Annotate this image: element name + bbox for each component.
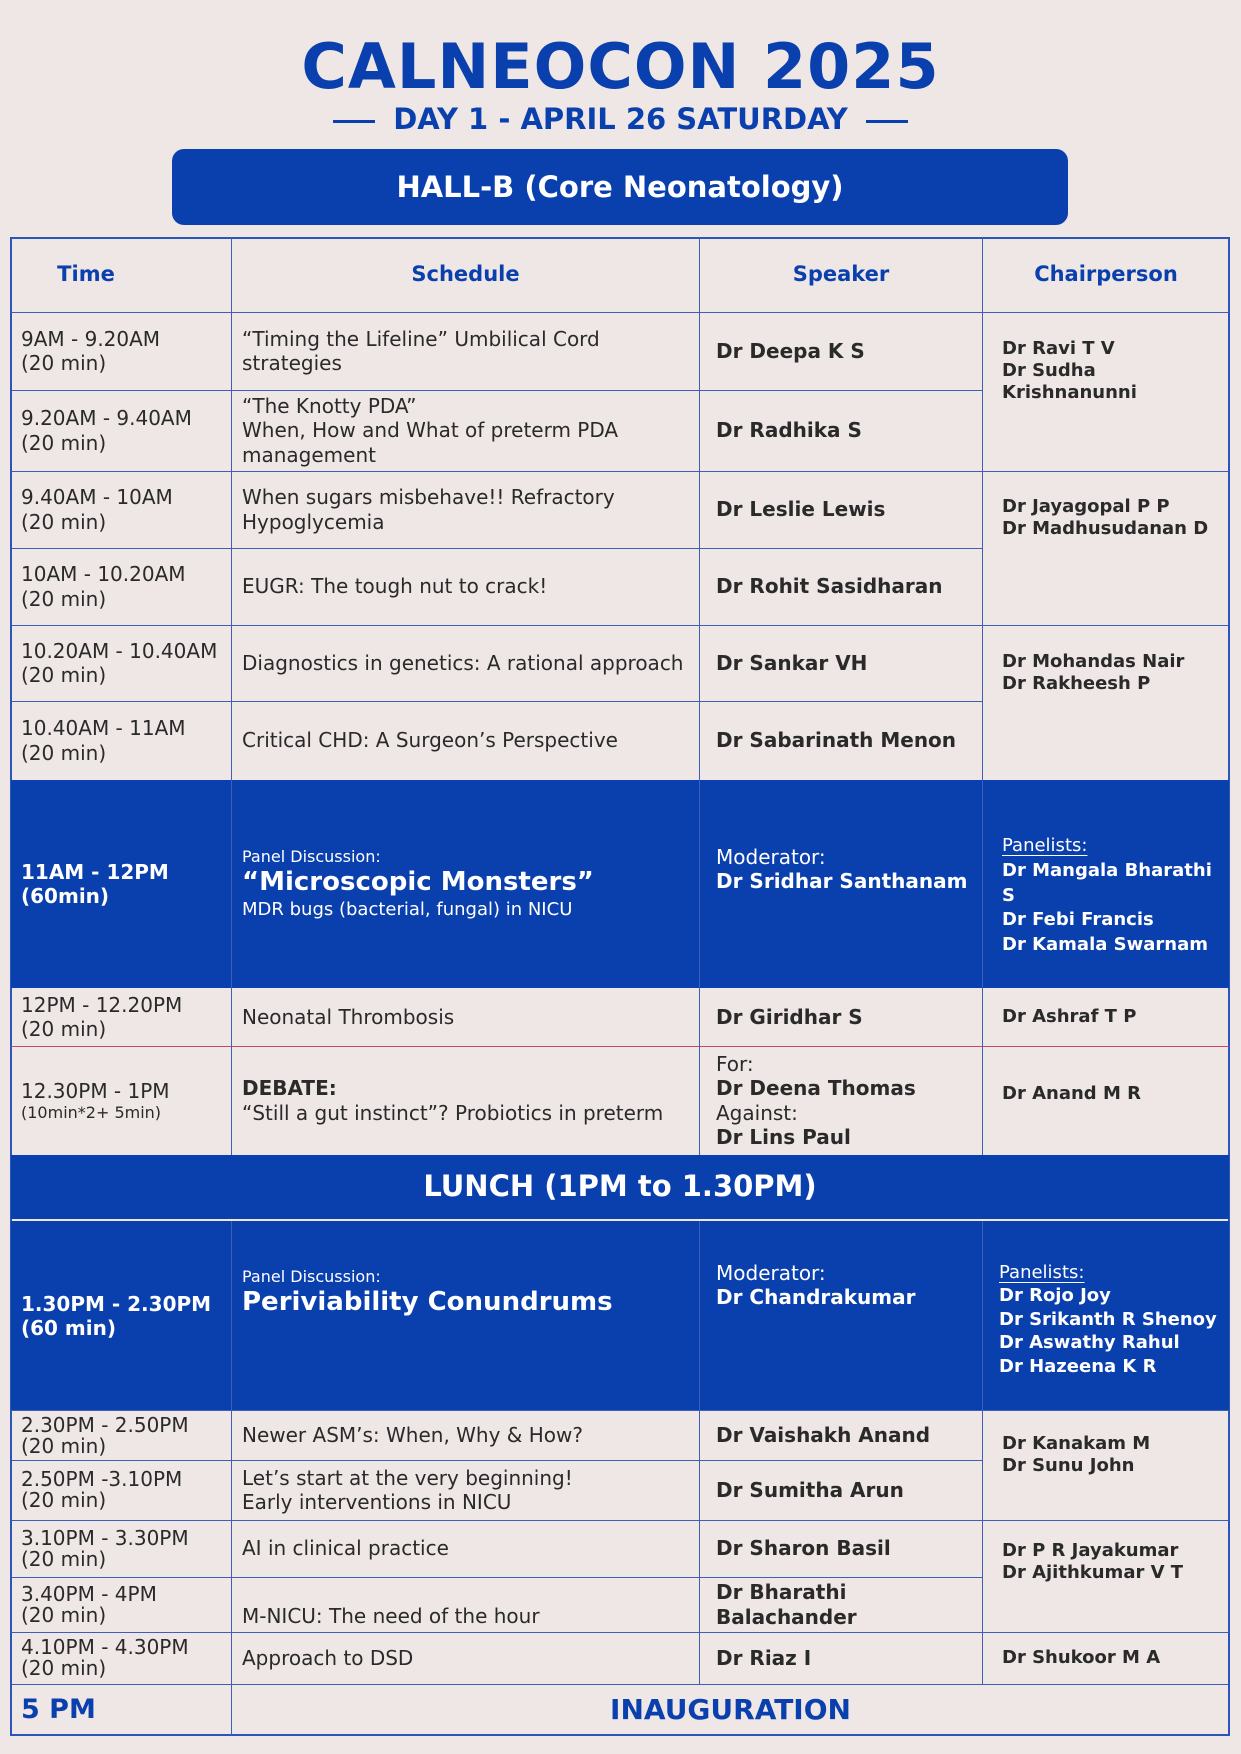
- duration-label: (20 min): [21, 430, 107, 455]
- session-speaker: Dr Sharon Basil: [716, 1536, 891, 1561]
- duration-label: (20 min): [21, 351, 107, 375]
- session-topic: When sugars misbehave!! Refractory Hypoglycemia: [242, 485, 615, 534]
- moderator-name: Dr Sridhar Santhanam: [716, 869, 968, 894]
- page-subtitle: [0, 102, 1241, 136]
- duration-label: (20 min): [21, 1656, 107, 1680]
- duration-label: (20 min): [21, 586, 107, 611]
- grid-line: [699, 238, 700, 1155]
- session-speaker: Dr Sumitha Arun: [716, 1477, 904, 1502]
- panel-title: “Microscopic Monsters”: [242, 866, 594, 897]
- time-label: 9AM - 9.20AM: [21, 326, 161, 351]
- chairperson-single: [992, 988, 1229, 1046]
- panelist-name: Dr Rojo Joy: [999, 1285, 1111, 1307]
- page-title: CALNEOCON 2025: [301, 30, 940, 103]
- panel-topic: [232, 1221, 699, 1411]
- chairperson-name: Dr Anand M R: [1002, 1082, 1141, 1104]
- session-time: [11, 701, 231, 780]
- topic-title: “The Knotty PDA”: [242, 393, 417, 418]
- session-time: [11, 1046, 231, 1155]
- duration-label: (20 min): [21, 1488, 107, 1512]
- session-speaker: Dr Deepa K S: [716, 338, 865, 363]
- session-time: [11, 548, 231, 625]
- session-speaker: Dr Sabarinath Menon: [716, 728, 957, 753]
- session-speaker: Dr Rohit Sasidharan: [716, 574, 943, 599]
- panelist-name: Dr Kamala Swarnam: [1002, 934, 1208, 956]
- chairpersons-3: [992, 625, 1229, 780]
- time-label: 9.20AM - 9.40AM: [21, 406, 192, 431]
- session-speaker: Dr Riaz I: [716, 1645, 812, 1670]
- session-time: [11, 471, 231, 548]
- panelists-label: Panelists:: [1002, 835, 1088, 856]
- col-header-chairperson: Chairperson: [1034, 262, 1178, 287]
- session-speaker: Dr Sankar VH: [716, 650, 868, 675]
- session-time: [11, 390, 231, 471]
- time-label: 2.50PM -3.10PM: [21, 1467, 183, 1491]
- time-label: 12PM - 12.20PM: [21, 992, 183, 1017]
- session-topic: Diagnostics in genetics: A rational approach: [242, 650, 684, 675]
- lunch-break: LUNCH (1PM to 1.30PM): [423, 1169, 817, 1204]
- panelist-name: Dr Aswathy Rahul: [999, 1332, 1180, 1354]
- chairperson-name: Dr Kanakam M: [1002, 1433, 1151, 1454]
- session-time: [11, 1460, 231, 1520]
- session-speaker: Dr Leslie Lewis: [716, 497, 886, 522]
- chairperson-name: Dr Sunu John: [1002, 1454, 1135, 1476]
- panel-panelists: [992, 780, 1229, 988]
- chairperson-name: Dr Rakheesh P: [1002, 672, 1151, 694]
- grid-line: [982, 1221, 983, 1684]
- debate-topic: [232, 1046, 699, 1155]
- panel-label: Panel Discussion:: [242, 847, 381, 867]
- time-label: 1.30PM - 2.30PM: [21, 1291, 212, 1316]
- col-header-schedule: Schedule: [411, 262, 520, 287]
- chairperson-name: Dr Mohandas Nair: [1002, 651, 1185, 672]
- session-time: [11, 312, 231, 390]
- duration-label: (60min): [21, 884, 110, 908]
- duration-label: (60 min): [21, 1316, 117, 1340]
- footer-time: 5 PM: [21, 1693, 96, 1725]
- session-speaker: Dr Vaishakh Anand: [716, 1423, 931, 1448]
- panel-topic: [232, 780, 699, 988]
- session-time: [11, 625, 231, 701]
- session-time: [11, 1411, 231, 1460]
- moderator-label: Moderator:: [716, 1261, 826, 1285]
- chairperson-single: [992, 1632, 1229, 1684]
- session-topic: Newer ASM’s: When, Why & How?: [242, 1423, 584, 1448]
- chairperson-name: Dr Jayagopal P P: [1002, 496, 1170, 517]
- session-time: [11, 1520, 231, 1577]
- debate-speakers: [706, 1046, 982, 1155]
- time-label: 4.10PM - 4.30PM: [21, 1635, 189, 1659]
- panel-time: [11, 780, 231, 988]
- col-header-time: Time: [57, 262, 115, 287]
- time-label: 11AM - 12PM: [21, 859, 169, 884]
- session-speaker: Dr Giridhar S: [716, 1004, 863, 1029]
- session-speaker: Dr Radhika S: [716, 418, 862, 443]
- panel-panelists: [989, 1221, 1229, 1411]
- time-label: 2.30PM - 2.50PM: [21, 1412, 189, 1437]
- chairpersons-1: [992, 312, 1229, 471]
- time-label: 3.40PM - 4PM: [21, 1581, 157, 1606]
- time-label: 9.40AM - 10AM: [21, 485, 173, 510]
- chairpersons-2: [992, 471, 1229, 625]
- session-topic: [232, 1460, 699, 1520]
- chairpersons-5: [992, 1520, 1229, 1632]
- duration-label: (20 min): [21, 1433, 107, 1458]
- chairperson-name: Dr Ashraf T P: [1002, 1006, 1137, 1028]
- topic-title: Let’s start at the very beginning!: [242, 1465, 573, 1490]
- against-label: Against:: [716, 1100, 798, 1125]
- chairperson-name: Dr Madhusudanan D: [1002, 517, 1209, 539]
- time-label: 12.30PM - 1PM: [21, 1078, 170, 1103]
- chairperson-single: [992, 1046, 1229, 1141]
- panel-subtitle: MDR bugs (bacterial, fungal) in NICU: [242, 898, 573, 920]
- chairperson-name: Dr Shukoor M A: [1002, 1647, 1161, 1669]
- duration-label: (20 min): [21, 1602, 107, 1627]
- divider: [333, 120, 375, 123]
- duration-label: (20 min): [21, 1017, 107, 1041]
- speaker-against: Dr Lins Paul: [716, 1124, 851, 1149]
- col-header-speaker: Speaker: [792, 262, 890, 287]
- moderator-name: Dr Chandrakumar: [716, 1285, 916, 1310]
- duration-label: (20 min): [21, 740, 107, 765]
- time-label: 10.20AM - 10.40AM: [21, 638, 218, 663]
- panel-moderator: [706, 780, 982, 988]
- duration-label: (20 min): [21, 509, 107, 534]
- session-topic: Approach to DSD: [242, 1645, 414, 1670]
- session-topic: Critical CHD: A Surgeon’s Perspective: [242, 728, 618, 753]
- debate-title: “Still a gut instinct”? Probiotics in preterm: [242, 1100, 664, 1125]
- time-label: 3.10PM - 3.30PM: [21, 1525, 189, 1550]
- time-label: 10.40AM - 11AM: [21, 716, 186, 741]
- session-topic: M-NICU: The need of the hour: [242, 1603, 540, 1628]
- for-label: For:: [716, 1051, 754, 1076]
- session-speaker: Dr Bharathi Balachander: [716, 1580, 857, 1629]
- hall-banner: HALL-B (Core Neonatology): [172, 149, 1068, 225]
- topic-subtitle: When, How and What of preterm PDA management: [242, 418, 619, 467]
- session-topic: “Timing the Lifeline” Umbilical Cord strategies: [242, 326, 600, 375]
- day-label: DAY 1 - APRIL 26 SATURDAY: [393, 102, 848, 136]
- panelist-name: Dr Hazeena K R: [999, 1355, 1157, 1377]
- duration-label: (20 min): [21, 1546, 107, 1571]
- session-time: [11, 1632, 231, 1684]
- session-topic: EUGR: The tough nut to crack!: [242, 574, 548, 599]
- time-label: 10AM - 10.20AM: [21, 562, 186, 587]
- chairpersons-4: [992, 1411, 1229, 1520]
- debate-label: DEBATE:: [242, 1076, 337, 1101]
- speaker-for: Dr Deena Thomas: [716, 1076, 916, 1101]
- panelist-name: Dr Mangala Bharathi S: [1002, 859, 1212, 906]
- session-topic: Neonatal Thrombosis: [242, 1004, 455, 1029]
- chairperson-name: Dr Ajithkumar V T: [1002, 1561, 1184, 1583]
- chairperson-name: Dr P R Jayakumar: [1002, 1540, 1179, 1561]
- panel-moderator: [706, 1221, 982, 1411]
- topic-subtitle: Early interventions in NICU: [242, 1490, 512, 1514]
- duration-label: (10min*2+ 5min): [21, 1102, 162, 1122]
- panel-time: [11, 1221, 231, 1411]
- footer-event: INAUGURATION: [610, 1692, 851, 1726]
- chairperson-name: Dr Ravi T V: [1002, 338, 1115, 359]
- panelists-label: Panelists:: [999, 1262, 1085, 1283]
- session-topic: [232, 390, 699, 471]
- divider: [866, 120, 908, 123]
- session-time: [11, 1577, 231, 1632]
- moderator-label: Moderator:: [716, 845, 826, 869]
- chairperson-name: Dr Sudha Krishnanunni: [1002, 359, 1137, 403]
- panel-label: Panel Discussion:: [242, 1267, 381, 1286]
- panel-title: Periviability Conundrums: [242, 1286, 613, 1317]
- session-topic: AI in clinical practice: [242, 1536, 449, 1561]
- panelist-name: Dr Srikanth R Shenoy: [999, 1308, 1217, 1330]
- duration-label: (20 min): [21, 663, 107, 687]
- grid-line: [982, 238, 983, 1155]
- grid-line: [699, 1221, 700, 1684]
- panelist-name: Dr Febi Francis: [1002, 909, 1154, 931]
- session-time: [11, 988, 231, 1046]
